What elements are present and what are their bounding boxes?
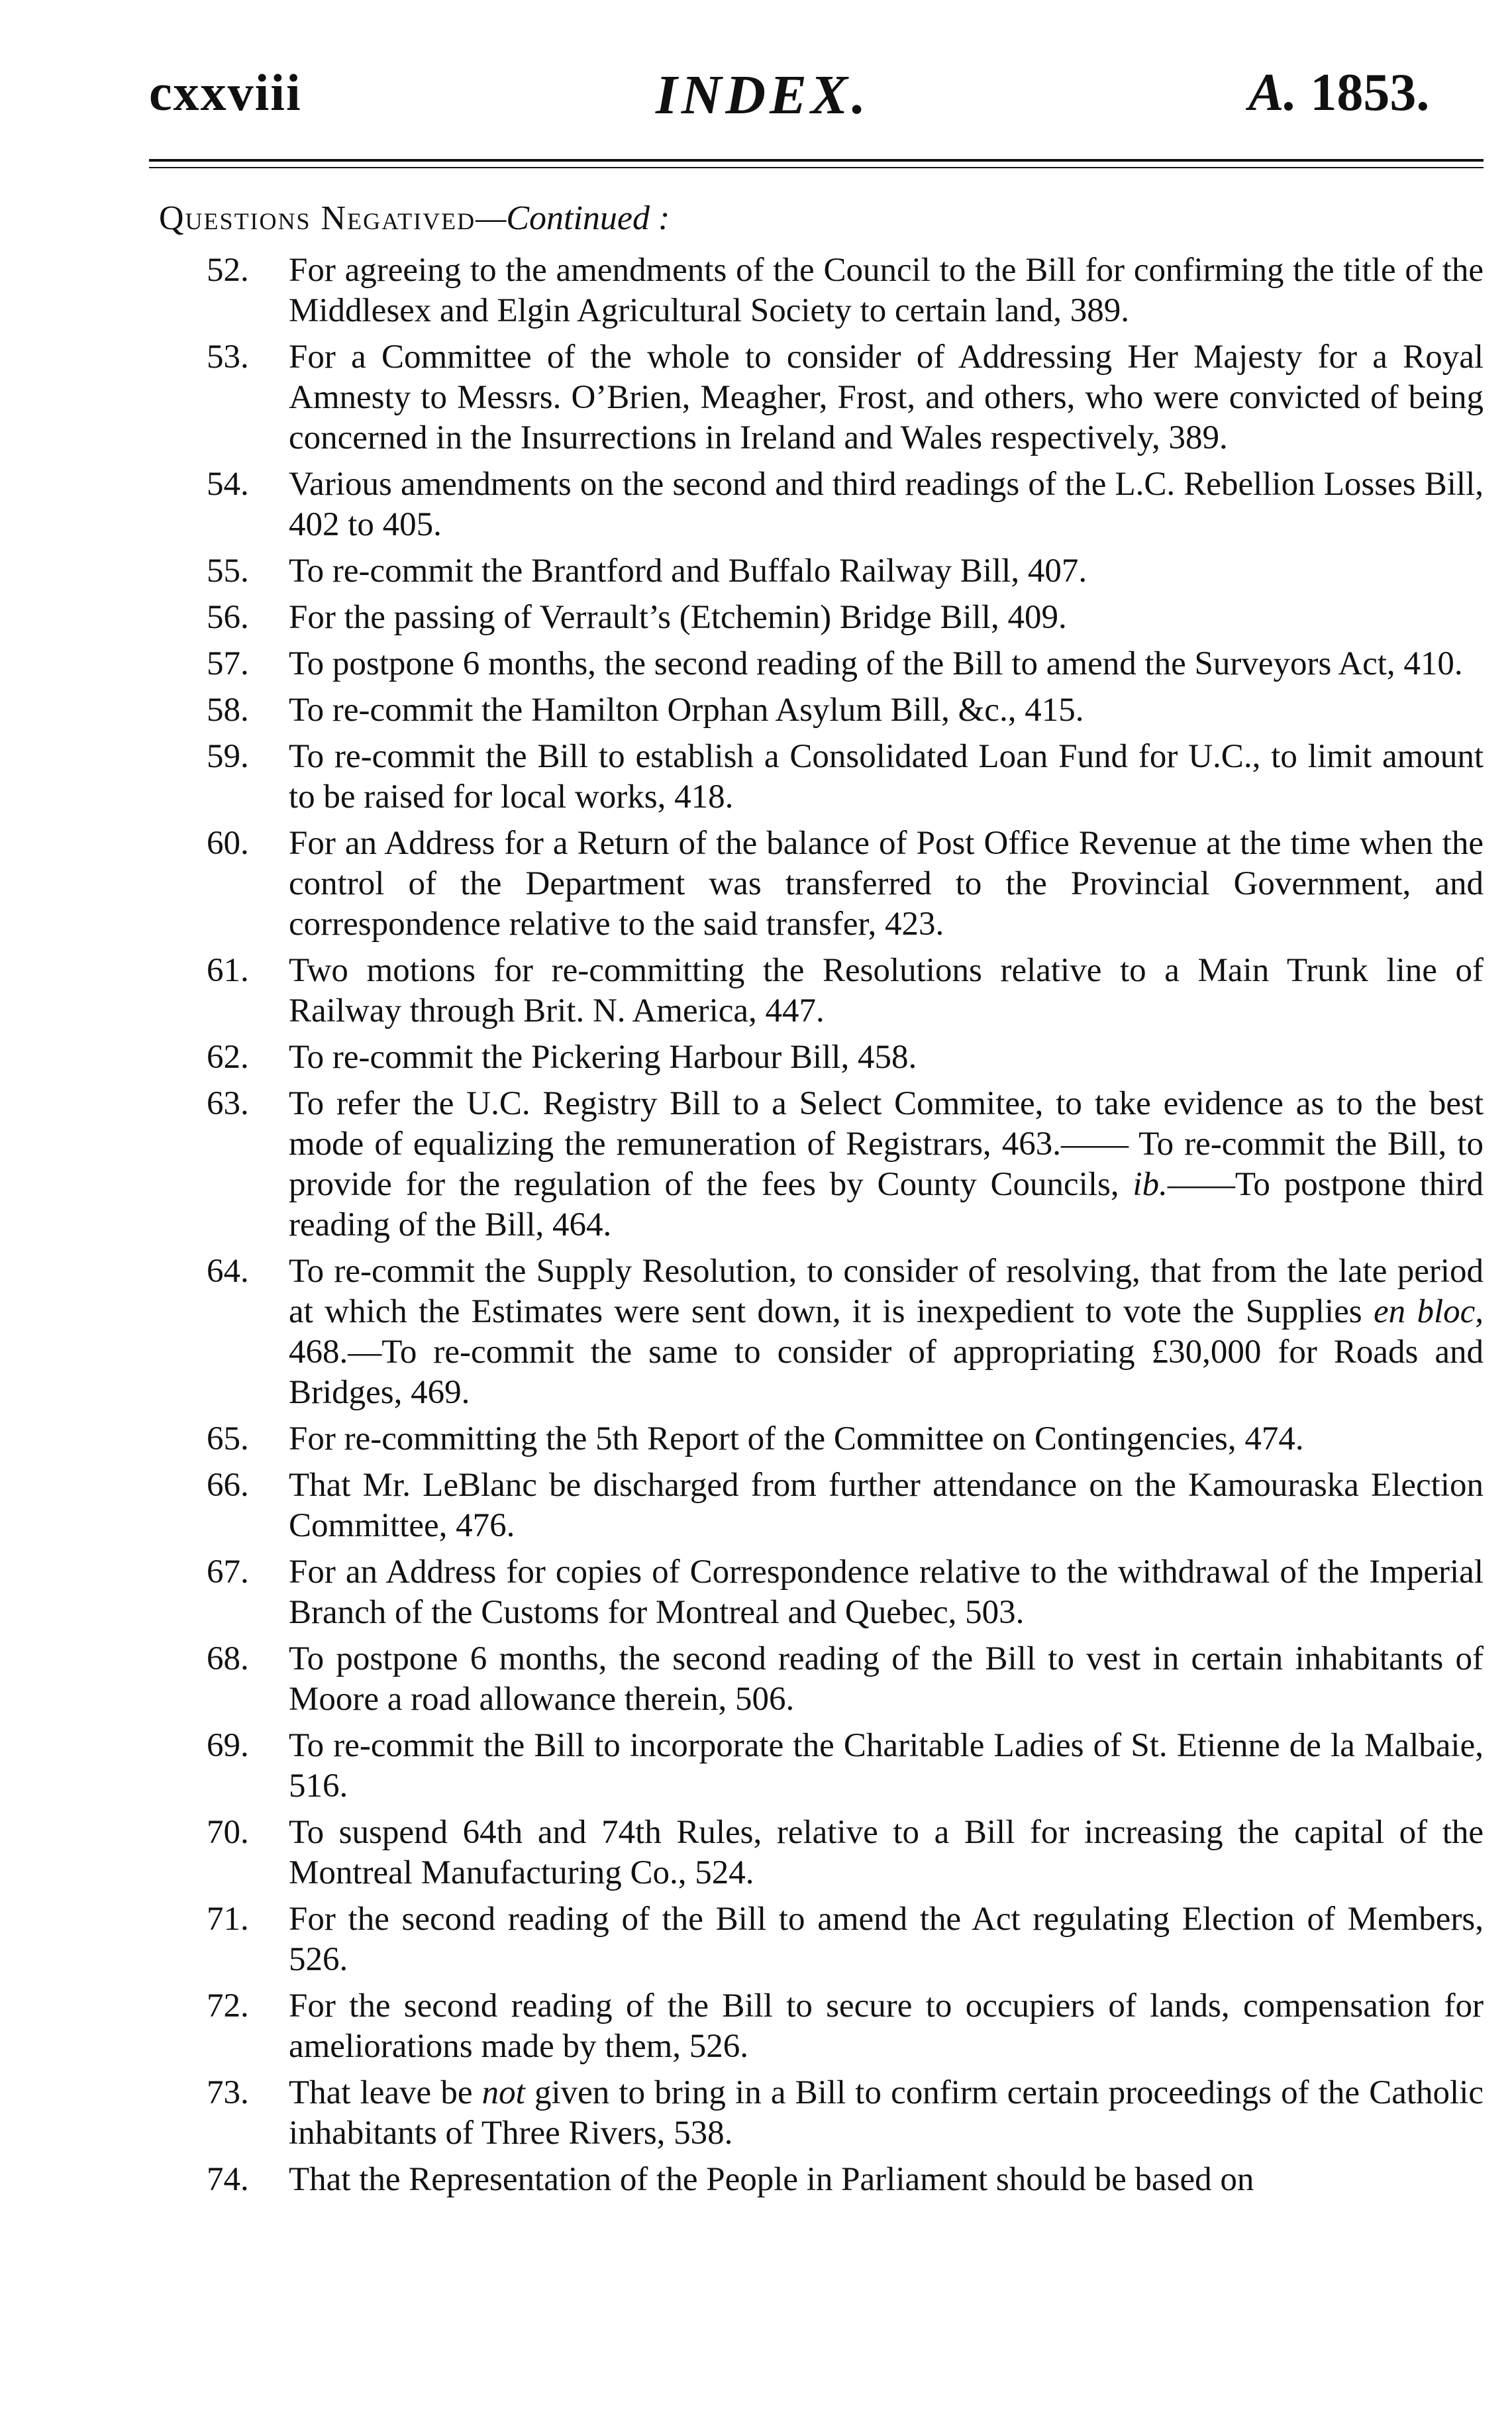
index-entry (159, 737, 1484, 817)
index-entry (159, 1813, 1484, 1893)
header-rule-thick (149, 159, 1484, 162)
index-entry (159, 823, 1484, 945)
entry-text: For an Address for copies of Correspondence relative to the withdrawal of the Imperial Branch of the Customs for Montreal and Quebec, 503. (289, 1553, 1484, 1631)
entry-number: 69. (207, 1727, 249, 1764)
entry-text: Two motions for re-committing the Resolutions relative to a Main Trunk line of Railway through Brit. N. America, 447. (289, 952, 1484, 1029)
entry-text-part: given to bring in a Bill to confirm certain proceedings of the Catholic inhabitants of Three Rivers, 538. (289, 2074, 1484, 2152)
entry-text: To re-commit the Pickering Harbour Bill, 458. (289, 1039, 917, 1076)
entry-text-part: To re-commit the Supply Resolution, to consider of resolving, that from the late period at which the Estimates were sent down, it is inexpedient to vote the Supplies (289, 1253, 1484, 1330)
entry-number: 67. (207, 1553, 249, 1591)
entry-text-part: That leave be (289, 2074, 473, 2111)
index-entry (159, 644, 1484, 684)
index-entry (159, 464, 1484, 545)
page-number: cxxviii (149, 64, 302, 121)
index-entry (159, 1552, 1484, 1633)
entry-number: 65. (207, 1420, 249, 1457)
entry-number: 68. (207, 1640, 249, 1677)
entry-number: 57. (207, 645, 249, 682)
entry-text: For an Address for a Return of the balance of Post Office Revenue at the time when the control of the Department was transferred to the Provincial Government, and correspondence relative to the said transfer, 423. (289, 825, 1484, 943)
entry-number: 73. (207, 2074, 249, 2111)
entry-text: For re-committing the 5th Report of the Committee on Contingencies, 474. (289, 1420, 1304, 1457)
page-title: INDEX. (656, 64, 870, 126)
entry-text: That Mr. LeBlanc be discharged from further attendance on the Kamouraska Election Committee, 476. (289, 1467, 1484, 1544)
entry-text: For the passing of Verrault’s (Etchemin) Bridge Bill, 409. (289, 599, 1067, 636)
index-entry (159, 1084, 1484, 1245)
entry-number: 54. (207, 466, 249, 503)
entry-text (289, 2073, 1484, 2154)
entry-number: 64. (207, 1253, 249, 1290)
entry-text: Various amendments on the second and third readings of the L.C. Rebellion Losses Bill, 402 to 405. (289, 466, 1484, 543)
index-entry (159, 598, 1484, 638)
entry-number: 72. (207, 1987, 249, 2025)
entry-italic: not (481, 2074, 525, 2111)
entry-text: To postpone 6 months, the second reading of the Bill to vest in certain inhabitants of Moore a road allowance therein, 506. (289, 1640, 1484, 1718)
entry-text: To re-commit the Brantford and Buffalo Railway Bill, 407. (289, 553, 1087, 590)
entry-text: To postpone 6 months, the second reading of the Bill to amend the Surveyors Act, 410. (289, 645, 1463, 682)
entry-text: For agreeing to the amendments of the Council to the Bill for confirming the title of the Middlesex and Elgin Agricultural Society to certain land, 389. (289, 252, 1484, 329)
entry-text: To re-commit the Bill to incorporate the Charitable Ladies of St. Etienne de la Malbaie, 516. (289, 1727, 1484, 1805)
entry-text-part: ——To postpone third reading of the Bill, 464. (289, 1166, 1484, 1243)
index-entry (159, 1899, 1484, 1980)
entry-text: For the second reading of the Bill to secure to occupiers of lands, compensation for ameliorations made by them, 526. (289, 1987, 1484, 2065)
index-entry (159, 1251, 1484, 1413)
entry-text: For the second reading of the Bill to amend the Act regulating Election of Members, 526. (289, 1901, 1484, 1978)
index-entry (159, 1726, 1484, 1807)
entry-text: For a Committee of the whole to consider of Addressing Her Majesty for a Royal Amnesty to Messrs. O’Brien, Meagher, Frost, and others, who were convicted of being concerned in the Insurrections in Ireland and Wales respectively, 389. (289, 339, 1484, 456)
index-entry (159, 1419, 1484, 1459)
page-year (1248, 63, 1429, 123)
index-entry (159, 337, 1484, 458)
section-continued: —Continued : (476, 199, 670, 237)
index-entry (159, 690, 1484, 731)
entry-number: 58. (207, 692, 249, 729)
entry-number: 61. (207, 952, 249, 989)
section-title: Questions Negatived (159, 199, 476, 237)
year-prefix: A. (1248, 64, 1297, 122)
index-entry (159, 1986, 1484, 2067)
index-entry (159, 951, 1484, 1031)
year-value: 1853. (1310, 64, 1430, 122)
entry-italic: ib. (1133, 1166, 1168, 1203)
index-entry (159, 551, 1484, 592)
entry-number: 63. (207, 1085, 249, 1122)
entry-number: 71. (207, 1901, 249, 1938)
entry-text: To re-commit the Bill to establish a Consolidated Loan Fund for U.C., to limit amount to be raised for local works, 418. (289, 738, 1484, 816)
index-entry (159, 1465, 1484, 1546)
section-heading (159, 199, 670, 238)
index-entry (159, 1639, 1484, 1720)
index-entry (159, 1037, 1484, 1078)
entry-number: 53. (207, 339, 249, 376)
entry-text (289, 1084, 1484, 1245)
entry-text: To re-commit the Hamilton Orphan Asylum Bill, &c., 415. (289, 692, 1084, 729)
entry-text: To suspend 64th and 74th Rules, relative to a Bill for increasing the capital of the Montreal Manufacturing Co., 524. (289, 1814, 1484, 1891)
index-entry (159, 2073, 1484, 2154)
entry-number: 70. (207, 1814, 249, 1851)
entry-number: 74. (207, 2161, 249, 2198)
index-entry (159, 2160, 1484, 2200)
page-header (0, 63, 1512, 136)
entry-text-part: 468.—To re-commit the same to consider of appropriating £30,000 for Roads and Bridges, 469. (289, 1334, 1484, 1411)
entry-number: 66. (207, 1467, 249, 1504)
entry-number: 55. (207, 553, 249, 590)
entry-list (159, 250, 1484, 2206)
index-entry (159, 250, 1484, 331)
entry-italic: en bloc, (1373, 1293, 1484, 1330)
entry-number: 59. (207, 738, 249, 775)
entry-number: 56. (207, 599, 249, 636)
entry-text-part: To refer the U.C. Registry Bill to a Select Commitee, to take evidence as to the best mode of equalizing the remuneration of Registrars, 463.—— To re-commit the Bill, to provide for the regulation of the fees by County Councils, (289, 1085, 1484, 1203)
entry-number: 52. (207, 252, 249, 289)
entry-number: 62. (207, 1039, 249, 1076)
header-rule-thin (149, 167, 1484, 168)
entry-text (289, 1251, 1484, 1413)
entry-number: 60. (207, 825, 249, 862)
entry-text: That the Representation of the People in Parliament should be based on (289, 2161, 1254, 2198)
